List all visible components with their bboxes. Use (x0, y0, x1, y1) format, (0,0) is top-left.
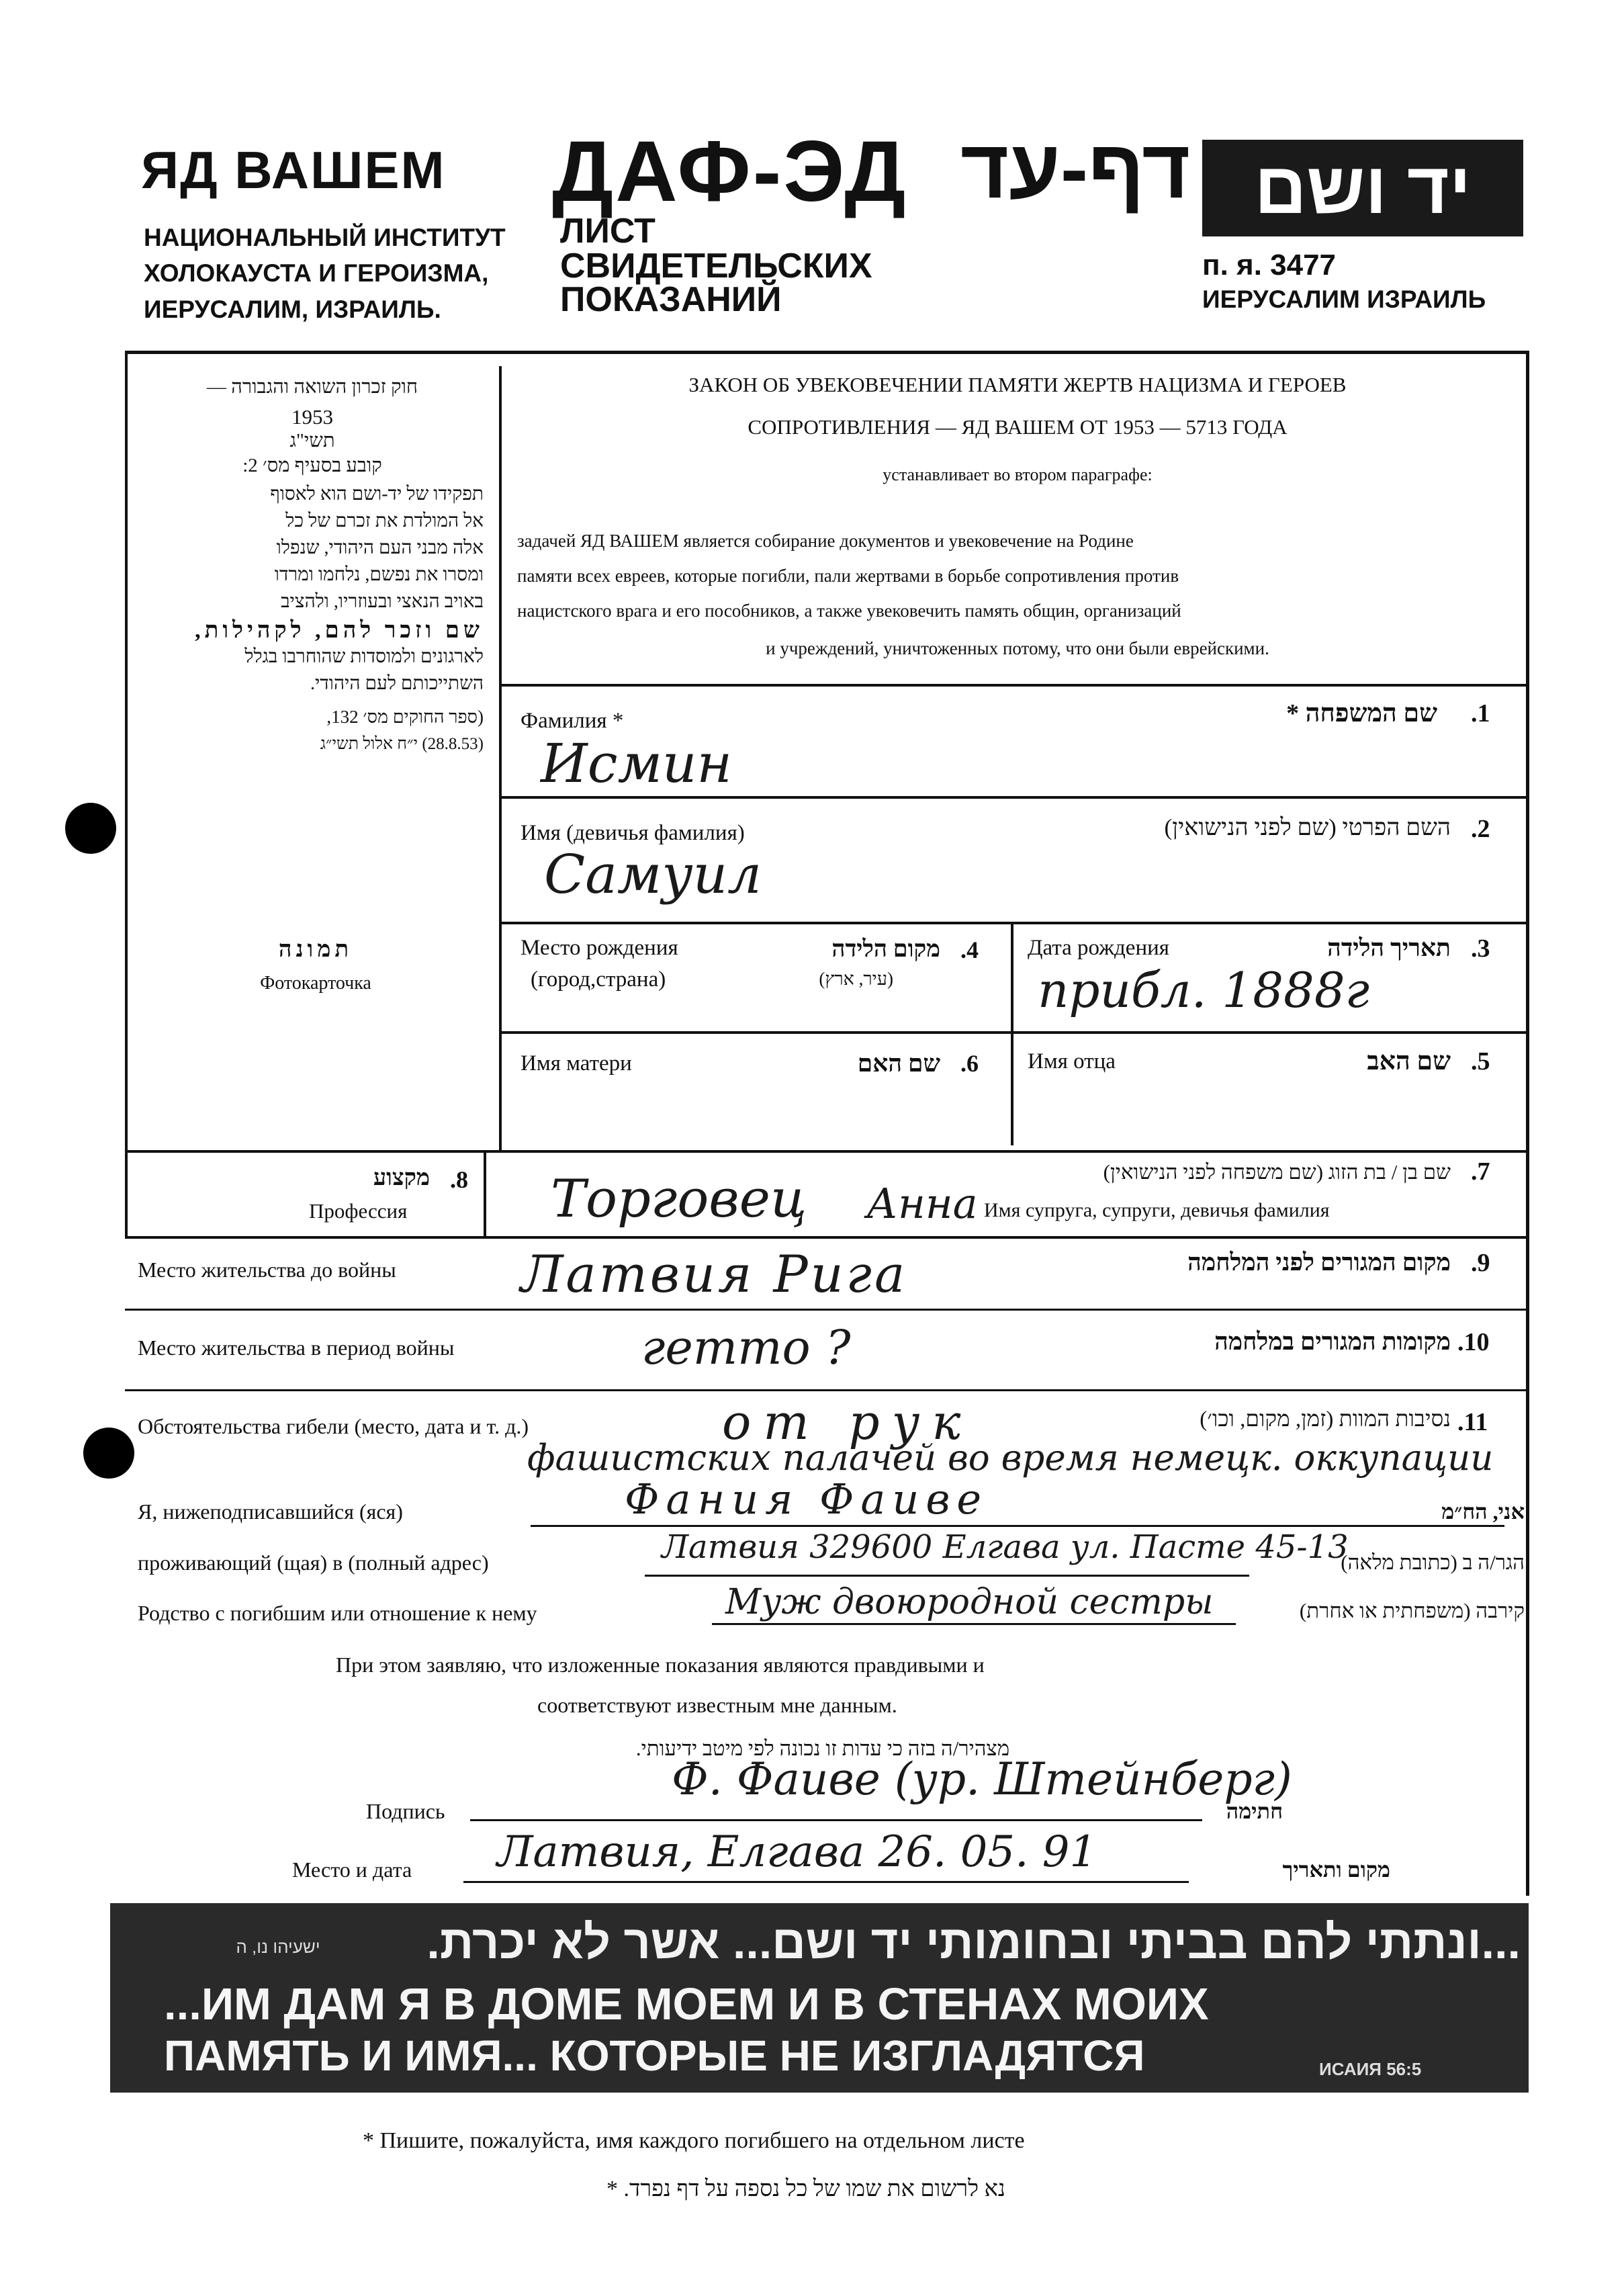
prewar-residence-label: Место жительства до войны (138, 1258, 396, 1282)
birth-date-value: прибл. 1888г (1038, 962, 1370, 1018)
profession-value: Торговец (551, 1169, 807, 1229)
banner-russian-reference: ИСАИЯ 56:5 (1319, 2059, 1422, 2079)
signature-hebrew-label: חתימה (1226, 1799, 1283, 1823)
birth-place-hebrew-sublabel: (עיר, ארץ) (819, 969, 893, 989)
banner-russian-line-2: ПАМЯТЬ И ИМЯ... КОТОРЫЕ НЕ ИЗГЛАДЯТСЯ (164, 2031, 1145, 2080)
spouse-label: Имя супруга, супруги, девичья фамилия (984, 1199, 1330, 1221)
declarant-address-value: Латвия 329600 Елгава ул. Пасте 45-13 (662, 1528, 1349, 1566)
law-hebrew-line-11: לארגונים ולמוסדות שהוחרבו בגלל (244, 646, 484, 667)
mother-name-hebrew-label: שם האם (857, 1050, 940, 1077)
jerusalem-israel: ИЕРУСАЛИМ ИЗРАИЛЬ (1202, 286, 1486, 313)
quote-banner (110, 1903, 1529, 2093)
birth-place-sublabel: (город,страна) (531, 967, 666, 992)
relation-hebrew-label: קירבה (משפחתית או אחרת) (1299, 1599, 1525, 1622)
birth-date-label: Дата рождения (1028, 936, 1169, 960)
spouse-number: .7 (1471, 1157, 1490, 1186)
law-hebrew-line-10: שם וזכר להם, לקהילות, (195, 618, 484, 643)
surname-label: Фамилия * (521, 709, 624, 733)
daf-ed-title: ДАФ-ЭД (552, 124, 908, 220)
institute-line-2: ХОЛОКАУСТА И ГЕРОИЗМА, (144, 259, 489, 287)
spouse-value: Анна (866, 1179, 978, 1228)
first-name-hebrew-label: השם הפרטי (שם לפני הנישואין) (1164, 814, 1451, 840)
law-hebrew-line-1: חוק זכרון השואה והגבורה — (206, 376, 418, 398)
punch-hole-top (65, 803, 116, 854)
law-russian-body-3: нацистского врага и его пособников, а также увековечить память общин, организаций (517, 601, 1181, 621)
law-russian-body-1: задачей ЯД ВАШЕМ является собирание документов и увековечение на Родине (517, 531, 1134, 551)
law-russian-body-2: памяти всех евреев, которые погибли, пали жертвами в борьбе сопротивления против (517, 566, 1179, 586)
birth-date-hebrew-label: תאריך הלידה (1327, 934, 1451, 961)
law-hebrew-line-13: (ספר החוקים מס׳ 132, (326, 707, 484, 727)
relation-label: Родство с погибшим или отношение к нему (138, 1601, 537, 1625)
law-hebrew-line-3: תשי"ג (289, 430, 335, 451)
death-circumstances-value-2: фашистских палачей во время немецк. оккупации (527, 1438, 1494, 1479)
first-name-label: Имя (девичья фамилия) (521, 821, 745, 845)
po-box: п. я. 3477 (1202, 249, 1337, 281)
profession-number: .8 (450, 1166, 468, 1193)
photo-russian-label: Фотокарточка (260, 973, 371, 994)
first-name-value: Самуил (544, 843, 762, 906)
death-circumstances-hebrew-label: נסיבות המוות (זמן, מקום, וכו׳) (1200, 1407, 1451, 1432)
law-russian-title-1: ЗАКОН ОБ УВЕКОВЕЧЕНИИ ПАМЯТИ ЖЕРТВ НАЦИЗМА И ГЕРОЕВ (688, 373, 1347, 396)
death-circumstances-number: .11 (1457, 1408, 1488, 1436)
death-circumstances-label: Обстоятельства гибели (место, дата и т. д.) (138, 1414, 529, 1438)
institute-line-3: ИЕРУСАЛИМ, ИЗРАИЛЬ. (144, 296, 441, 323)
declarant-address-hebrew-label: הגר/ה ב (כתובת מלאה) (1341, 1550, 1525, 1574)
banner-russian-line-1: ...ИМ ДАМ Я В ДОМЕ МОЕМ И В СТЕНАХ МОИХ (164, 1979, 1209, 2029)
law-russian-intro: устанавливает во втором параграфе: (883, 465, 1153, 484)
punch-hole-bottom (83, 1428, 134, 1479)
surname-value: Исмин (541, 732, 733, 795)
law-hebrew-line-7: אלה מבני העם היהודי, שנפלו (276, 537, 484, 558)
law-hebrew-line-12: השתייכותם לעם היהודי. (310, 673, 484, 694)
place-date-hebrew-label: מקום ותאריך (1282, 1857, 1390, 1882)
father-name-number: .5 (1471, 1047, 1490, 1076)
law-hebrew-line-2: 1953 (291, 405, 333, 429)
wartime-residence-value: гетто ? (641, 1320, 851, 1375)
law-hebrew-line-14: (28.8.53) י״ח אלול תשי״ג (320, 735, 484, 753)
sheet-line-1: ЛИСТ (560, 212, 656, 251)
place-date-label: Место и дата (292, 1857, 412, 1882)
mother-name-number: .6 (960, 1050, 979, 1077)
declarant-name-label: Я, нижеподписавшийся (яся) (138, 1499, 403, 1524)
law-hebrew-line-9: באויב הנאצי ובעוזריו, ולהציב (281, 591, 484, 612)
surname-number: .1 (1471, 699, 1490, 728)
profession-hebrew-label: מקצוע (373, 1166, 430, 1190)
law-hebrew-line-4: קובע בסעיף מס׳ 2: (242, 455, 382, 476)
law-russian-body-4: и учреждений, уничтоженных потому, что они были еврейскими. (766, 638, 1269, 658)
law-russian-title-2: СОПРОТИВЛЕНИЯ — ЯД ВАШЕМ ОТ 1953 — 5713 ГОДА (748, 415, 1288, 439)
first-name-number: .2 (1471, 815, 1490, 843)
sheet-line-3: ПОКАЗАНИЙ (560, 280, 782, 319)
wartime-residence-number: .10 (1457, 1328, 1490, 1356)
relation-value: Муж двоюродной сестры (725, 1582, 1214, 1622)
signature-label: Подпись (366, 1799, 445, 1823)
prewar-residence-value: Латвия Рига (521, 1244, 908, 1304)
daf-ed-hebrew-title: דף-עד (960, 123, 1191, 216)
declarant-name-hebrew-label: אני, הח״מ (1441, 1499, 1525, 1524)
yad-vashem-logo: יד ושם (1202, 140, 1523, 236)
mother-name-label: Имя матери (521, 1051, 632, 1076)
birth-place-hebrew-label: מקום הלידה (831, 936, 940, 962)
law-hebrew-line-8: ומסרו את נפשם, נלחמו ומרדו (274, 564, 484, 585)
declarant-address-label: проживающий (щая) в (полный адрес) (138, 1550, 489, 1575)
signature-value: Ф. Фаиве (ур. Штейнберг) (672, 1753, 1292, 1805)
birth-place-number: .4 (960, 936, 979, 963)
statement-line-1: При этом заявляю, что изложенные показания являются правдивыми и (336, 1653, 985, 1677)
profession-label: Профессия (309, 1199, 408, 1223)
prewar-residence-hebrew-label: מקום המגורים לפני המלחמה (1187, 1249, 1451, 1276)
yad-vashem-title: ЯД ВАШЕМ (141, 140, 446, 200)
father-name-hebrew-label: שם האב (1367, 1047, 1451, 1076)
footer-note-hebrew: נא לרשום את שמו של כל נספה על דף נפרד. * (606, 2177, 1005, 2201)
banner-hebrew-reference: ישעיהו נו, ה (236, 1937, 320, 1957)
sheet-line-2: СВИДЕТЕЛЬСКИХ (560, 247, 872, 286)
law-hebrew-line-6: אל המולדת את זכרם של כל (285, 511, 484, 531)
spouse-hebrew-label: שם בן / בת הזוג (שם משפחה לפני הנישואין) (1103, 1160, 1451, 1184)
death-circumstances-value: от рук (722, 1394, 973, 1450)
surname-hebrew-label: שם המשפחה * (1286, 699, 1437, 728)
institute-line-1: НАЦИОНАЛЬНЫЙ ИНСТИТУТ (144, 224, 506, 251)
wartime-residence-hebrew-label: מקומות המגורים במלחמה (1214, 1328, 1451, 1355)
law-hebrew-line-5: תפקידו של יד-ושם הוא לאסוף (270, 484, 484, 505)
statement-line-2: соответствуют известным мне данным. (537, 1693, 897, 1717)
birth-date-number: .3 (1471, 934, 1490, 963)
place-date-value: Латвия, Елгава 26. 05. 91 (497, 1827, 1097, 1877)
father-name-label: Имя отца (1028, 1049, 1116, 1074)
birth-place-label: Место рождения (521, 936, 678, 960)
footer-note-russian: * Пишите, пожалуйста, имя каждого погибшего на отдельном листе (363, 2128, 1025, 2153)
photo-hebrew-label: תמונה (278, 937, 353, 962)
banner-hebrew-quote: ...ונתתי להם בביתי ובחומותי יד ושם... אשר לא יכרת. (426, 1916, 1521, 1968)
declarant-name-value: Фания Фаиве (625, 1475, 989, 1524)
statement-hebrew: מצהיר/ה בזה כי עדות זו נכונה לפי מיטב ידיעותי. (635, 1737, 1010, 1760)
prewar-residence-number: .9 (1471, 1249, 1490, 1277)
wartime-residence-label: Место жительства в период войны (138, 1335, 455, 1360)
